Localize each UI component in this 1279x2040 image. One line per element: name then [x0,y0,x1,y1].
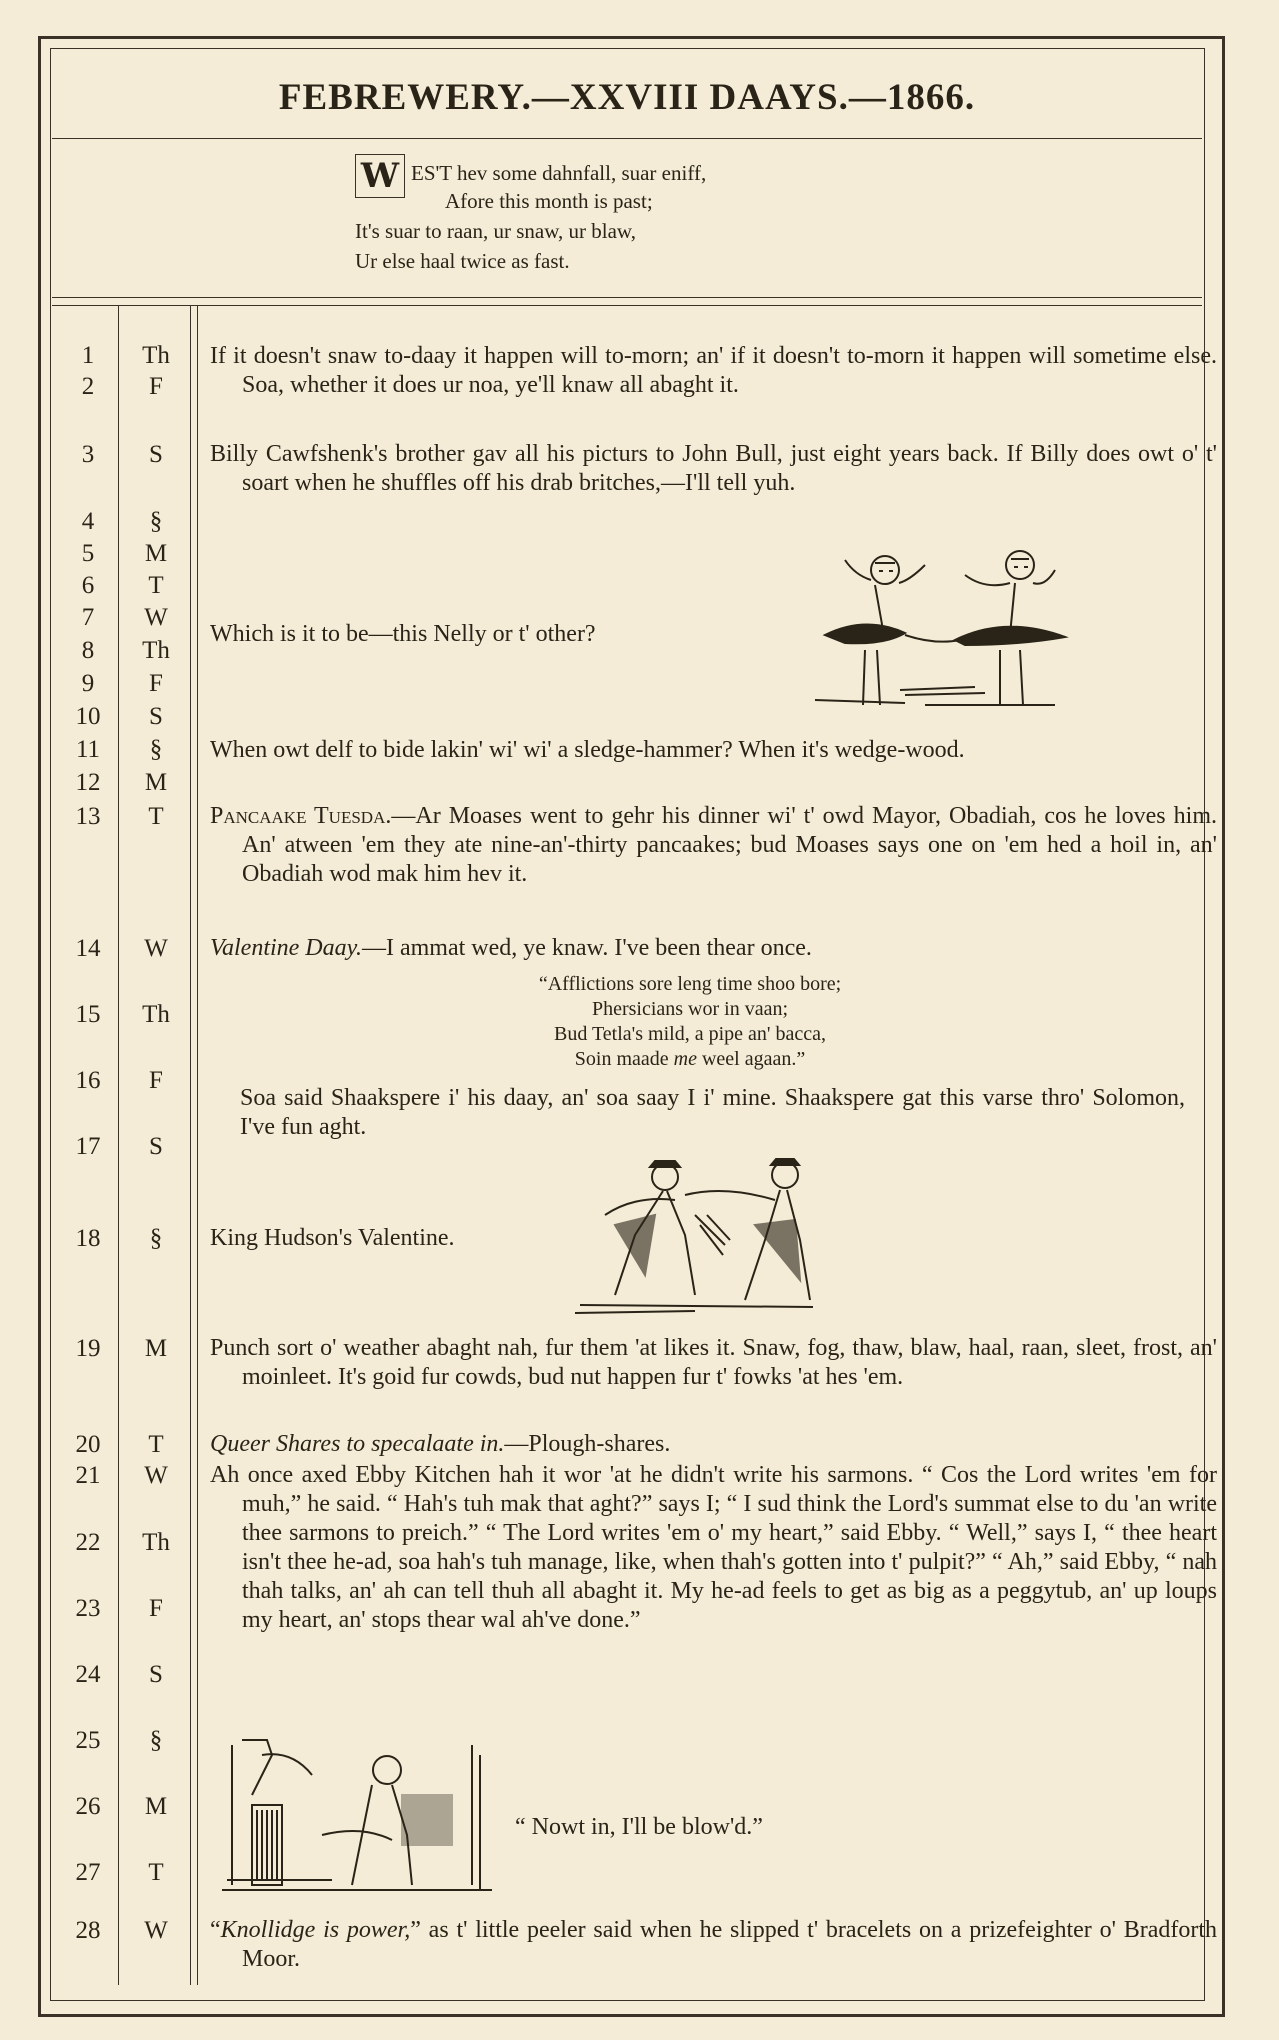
pulpit-cartoon-illustration [222,1735,502,1895]
day-name: W [144,1462,168,1489]
nelly-cartoon-illustration [805,545,1085,715]
day-number: 8 [81,637,95,664]
day-name-column-divider [190,305,191,1985]
day-name: S [149,1133,163,1160]
day-name: Th [142,1529,170,1556]
day-name-sunday [122,507,190,537]
day-name-sunday [122,735,190,765]
opening-verse [355,158,706,276]
day-name: F [149,373,163,400]
poem-line: Bud Tetla's mild, a pipe an' bacca, [553,1023,827,1045]
day-name: F [149,670,163,697]
entry-text: Billy Cawfshenk's brother gav all his picturs to John Bull, just eight years back. If Billy does owt o' t' soart when he shuffles off his drab britches,—I'll tell yuh. [210,441,1217,496]
quoted-poem [430,972,950,1072]
day-name: Th [142,342,170,369]
day-number: 4 [81,508,95,535]
verse-rule-2 [52,305,1202,306]
poem-line: Phersicians wor in vaan; [591,998,789,1020]
king-hudson-valentine-illustration [575,1155,815,1315]
day-number: 9 [81,670,95,697]
day-name: T [148,1431,164,1458]
day-number: 10 [75,703,101,730]
day-name: F [149,1067,163,1094]
day-name: T [148,1859,164,1886]
day-number: 23 [75,1595,101,1622]
entry-text: Which is it to be—this Nelly or t' other? [210,621,596,647]
day-name: M [144,1793,168,1820]
poem-line: “Afflictions sore leng time shoo bore; [538,973,842,995]
day-number: 6 [81,572,95,599]
day-number: 13 [75,803,101,830]
sunday-icon: § [149,1727,163,1754]
day-number: 18 [75,1225,101,1252]
entry-text: When owt delf to bide lakin' wi' wi' a sledge-hammer? When it's wedge-wood. [210,737,965,763]
sunday-icon: § [149,508,163,535]
day-name: W [144,1917,168,1944]
entry-heading: Knollidge is power, [220,1917,411,1943]
day-name: Th [142,1001,170,1028]
day-name: M [144,769,168,796]
entry-text: “Knollidge is power,” as t' little peeler said when he slipped t' bracelets on a prizefeighter o' Bradforth Moor. [210,1917,1217,1972]
entry-text: Pancaake Tuesda.—Ar Moases went to gehr his dinner wi' t' owd Mayor, Obadiah, cos he loves him. An' atween 'em they ate nine-an'-thirty pancaakes; bud Moases says one on 'em hed a hoil in, an' Obadiah wod mak him hev it. [210,803,1217,887]
page-title: FEBREWERY.—XXVIII DAAYS.—1866. [278,77,976,118]
day-name: W [144,604,168,631]
day-number: 26 [75,1793,101,1820]
day-number: 17 [75,1133,101,1160]
entry-text: “ Nowt in, I'll be blow'd.” [515,1814,763,1840]
day-number: 12 [75,769,101,796]
day-number: 27 [75,1859,101,1886]
day-name: S [149,441,163,468]
day-name-sunday [122,1726,190,1756]
day-number: 14 [75,935,101,962]
day-number: 7 [81,604,95,631]
entry-text: If it doesn't snaw to-daay it happen will to-morn; an' if it doesn't to-morn it happen will sometime else. Soa, whether it does ur noa, ye'll knaw all abaght it. [210,343,1217,398]
day-name: F [149,1595,163,1622]
day-number: 15 [75,1001,101,1028]
day-name: S [149,703,163,730]
day-name: W [144,935,168,962]
entry-text: Valentine Daay.—I ammat wed, ye knaw. I've been thear once. [210,935,812,961]
day-number: 21 [75,1462,101,1489]
day-number: 28 [75,1917,101,1944]
poem-line: Soin maade me weel agaan.” [574,1048,806,1070]
title-rule [52,138,1202,139]
day-name: S [149,1661,163,1688]
day-number: 2 [81,373,95,400]
entry-text: Punch sort o' weather abaght nah, fur them 'at likes it. Snaw, fog, thaw, blaw, haal, raan, sleet, frost, an' moinleet. It's goid fur cowds, bud nut happen fur t' fowks 'at hes 'em. [210,1335,1217,1390]
day-number: 20 [75,1431,101,1458]
text-column-divider [197,305,198,1985]
entry-text: Queer Shares to specalaate in.—Plough-shares. [210,1431,671,1457]
day-number-column-divider [118,305,119,1985]
entry-heading: Pancaake Tuesda. [210,803,392,829]
day-number: 25 [75,1727,101,1754]
day-number: 24 [75,1661,101,1688]
day-name: T [148,803,164,830]
day-number: 16 [75,1067,101,1094]
entry-heading: Valentine Daay. [210,935,362,961]
sunday-icon: § [149,1225,163,1252]
day-name: Th [142,637,170,664]
day-number: 11 [75,736,101,763]
entry-heading: Queer Shares to specalaate in. [210,1431,505,1457]
entry-text: King Hudson's Valentine. [210,1225,455,1251]
day-name: M [144,540,168,567]
day-name: M [144,1335,168,1362]
sunday-icon: § [149,736,163,763]
day-name: T [148,572,164,599]
day-number: 22 [75,1529,101,1556]
day-number: 19 [75,1335,101,1362]
entry-text: Soa said Shaakspere i' his daay, an' soa saay I i' mine. Shaakspere gat this varse thro' Solomon, I've fun aght. [240,1085,1185,1140]
verse-rule-1 [52,297,1202,298]
day-name-sunday [122,1224,190,1254]
drop-cap: W [355,154,405,198]
verse-line-4: Ur else haal twice as fast. [355,249,570,273]
day-number: 1 [81,342,95,369]
verse-line-2: Afore this month is past; [445,189,653,213]
entry-text: Ah once axed Ebby Kitchen hah it wor 'at he didn't write his sarmons. “ Cos the Lord writes 'em for muh,” he said. “ Hah's tuh mak that aght?” says I; “ I sud think the Lord's summat else to du 'an write thee sarmons to preich.” “ The Lord writes 'em o' my heart,” said Ebby. “ Well,” says I, “ thee heart isn't thee he-ad, soa hah's tuh manage, like, when thah's gotten into t' pulpit?” “ Ah,” said Ebby, “ nah thah talks, an' ah can tell thuh all abaght it. My he-ad feels to get as big as a peggytub, an' up loups my heart, an' stops thear wal ah've done.” [210,1462,1217,1633]
day-number: 5 [81,540,95,567]
verse-line-1: ES'T hev some dahnfall, suar eniff, [411,161,707,185]
verse-line-3: It's suar to raan, ur snaw, ur blaw, [355,219,636,243]
day-number: 3 [81,441,95,468]
